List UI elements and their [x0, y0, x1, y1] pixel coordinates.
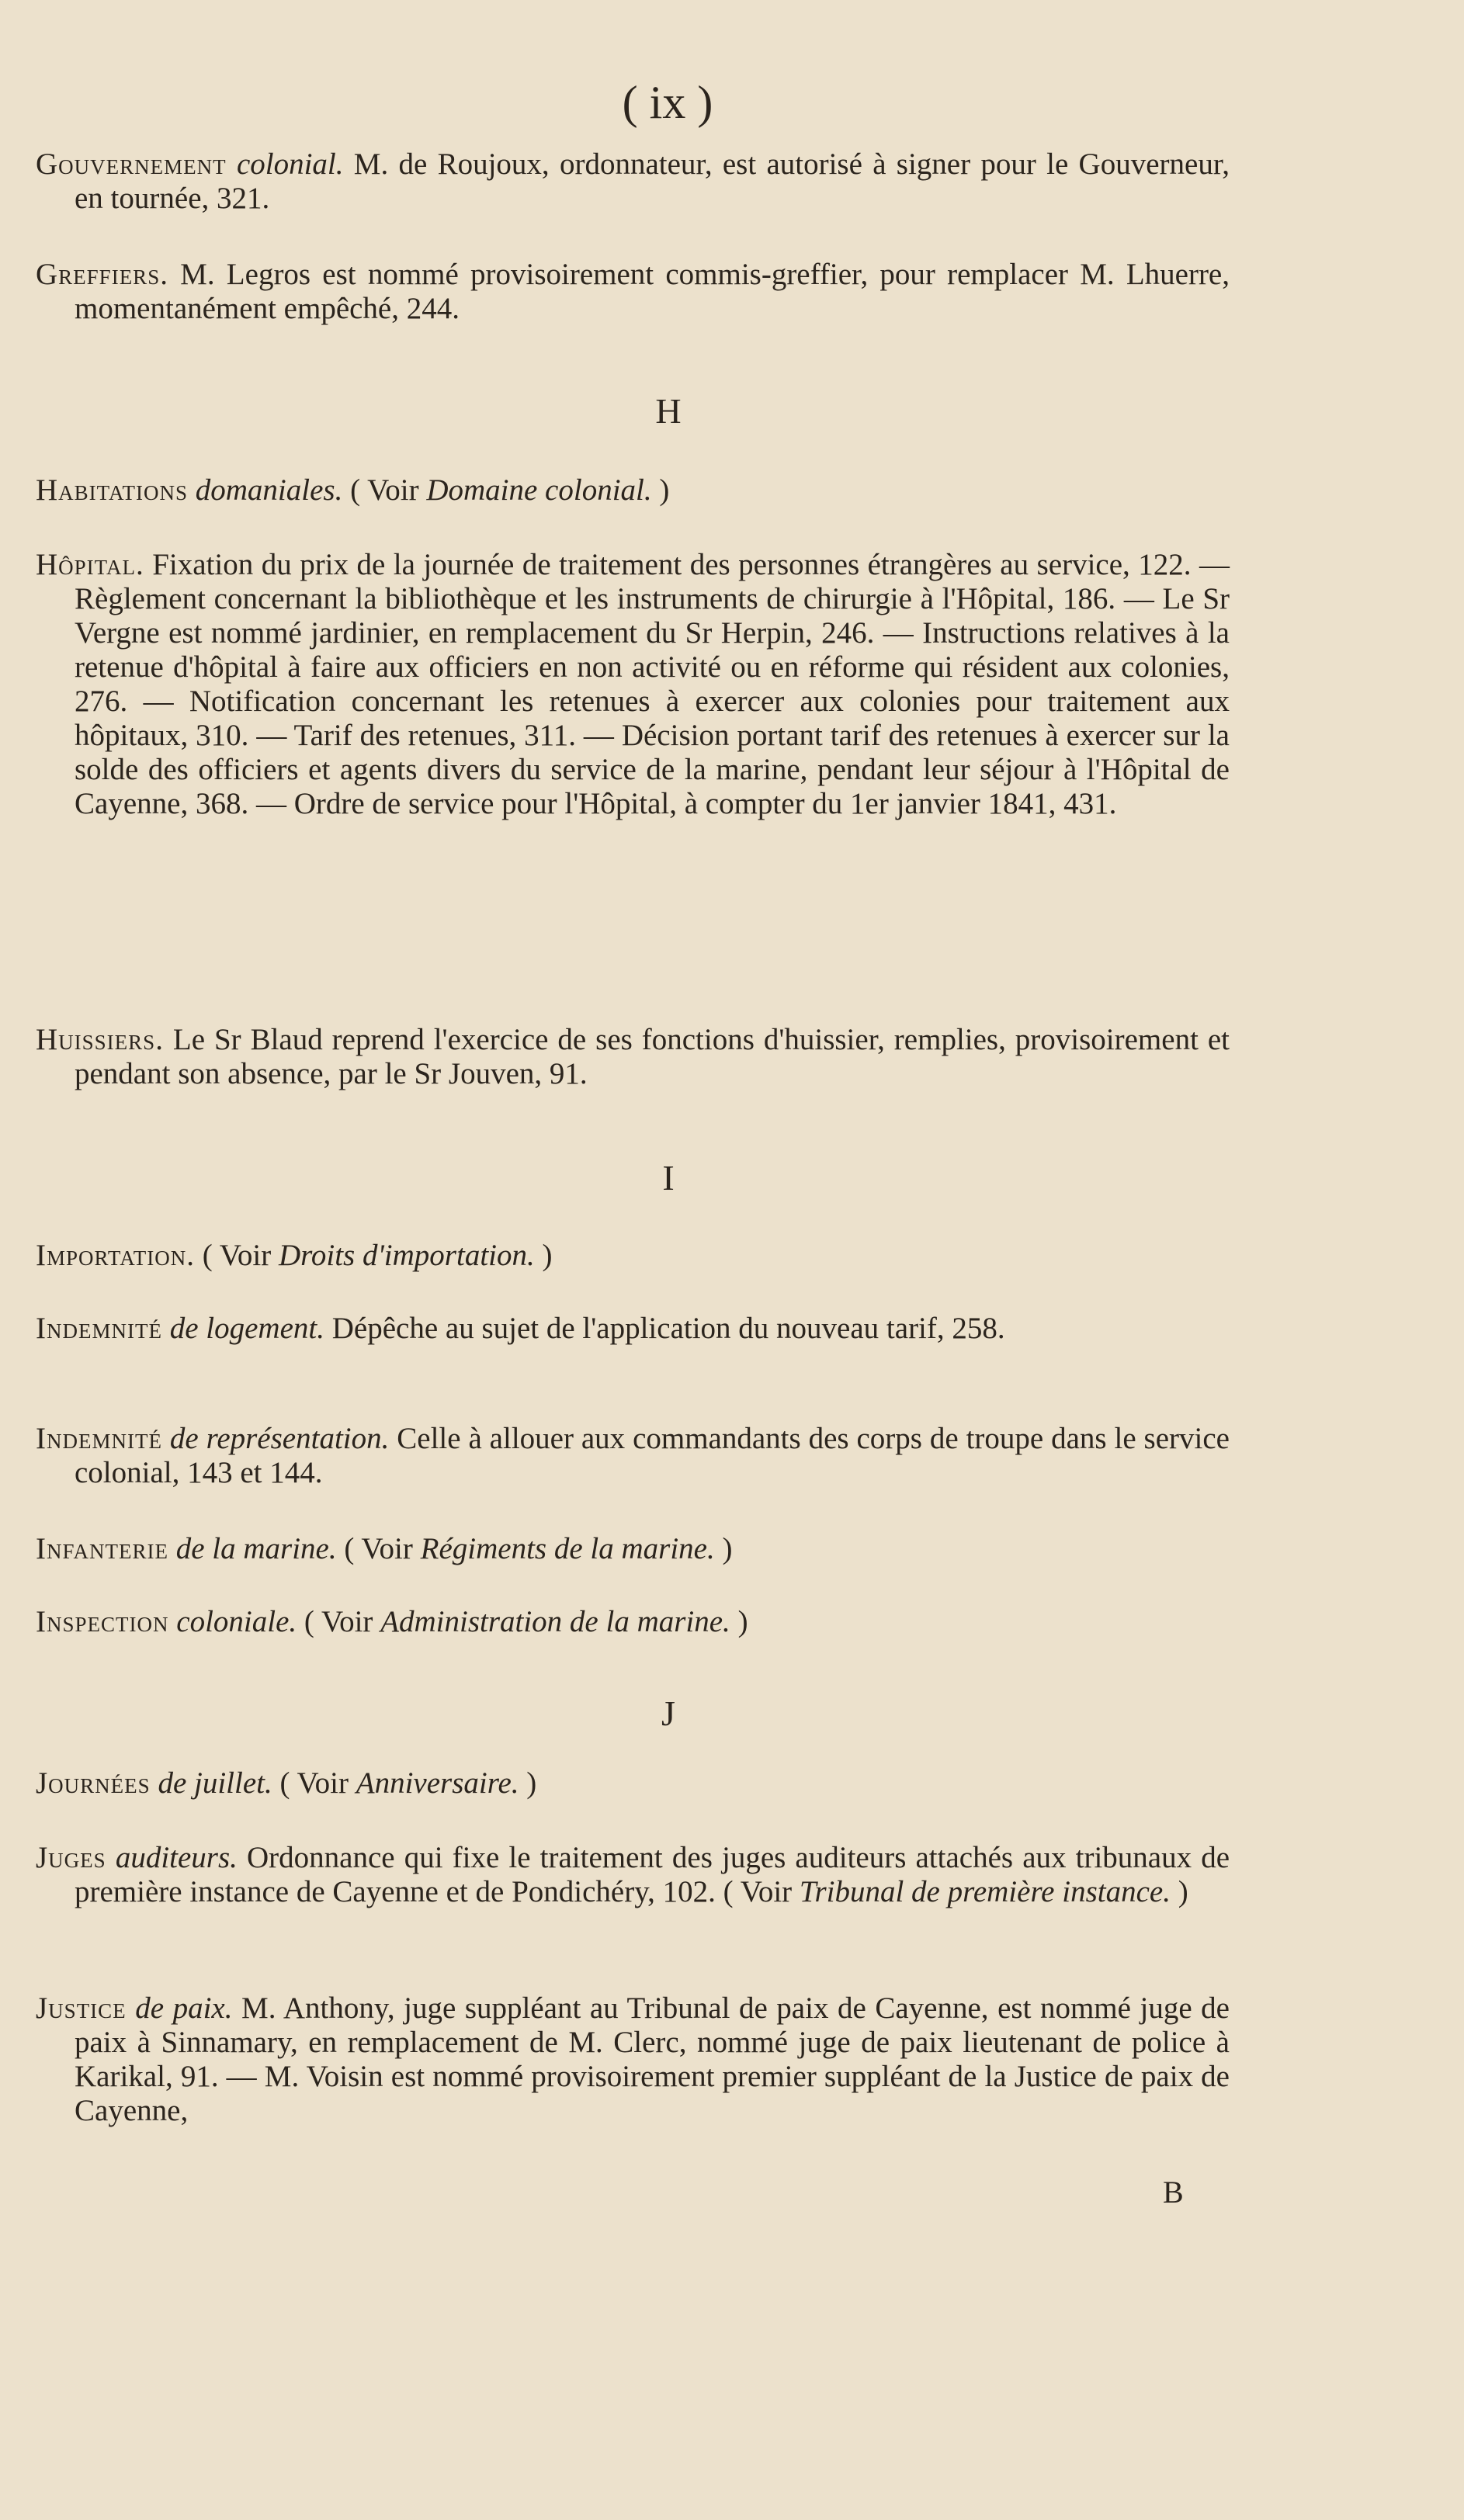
entry-head: Gouvernement [36, 147, 227, 181]
entry-head: Indemnité [36, 1312, 162, 1345]
entry-head: Importation. [36, 1239, 195, 1272]
entry-justice [36, 1991, 1230, 2128]
cross-reference: Droits d'importation. [278, 1239, 535, 1272]
section-letter-j: J [661, 1693, 675, 1733]
entry-head: Journées [36, 1766, 151, 1800]
entry-tail: ) [519, 1766, 537, 1800]
section-letter-i: I [662, 1158, 675, 1198]
entry-infanterie [36, 1532, 1230, 1566]
entry-huissiers [36, 1023, 1230, 1091]
entry-text: M. Legros est nommé provisoirement commis-greffier, pour remplacer M. Lhuerre, momentanément empêché, 244. [75, 258, 1230, 325]
cross-reference: Anniversaire. [356, 1766, 519, 1800]
entry-gouvernement [36, 147, 1230, 216]
cross-reference: Domaine colonial. [426, 473, 652, 507]
entry-importation [36, 1239, 1230, 1273]
entry-qualifier: de logement. [169, 1312, 324, 1345]
entry-journees [36, 1766, 1230, 1801]
entry-qualifier: coloniale. [176, 1605, 297, 1638]
entry-text: ( Voir [194, 1239, 279, 1272]
entry-tail: ) [730, 1605, 748, 1638]
entry-qualifier: colonial. [236, 147, 344, 181]
section-letter-h: H [655, 391, 682, 431]
entry-juges [36, 1841, 1230, 1909]
entry-text: Celle à allouer aux commandants des corps de troupe dans le service colonial, 143 et 144. [75, 1422, 1230, 1489]
entry-head: Infanterie [36, 1532, 168, 1565]
entry-qualifier: domaniales. [195, 473, 343, 507]
cross-reference: Régiments de la marine. [420, 1532, 715, 1565]
entry-head: Indemnité [36, 1422, 162, 1455]
entry-head: Juges [36, 1841, 106, 1874]
cross-reference: Administration de la marine. [380, 1605, 730, 1638]
entry-head: Inspection [36, 1605, 169, 1638]
entry-indemnite-representation [36, 1422, 1230, 1490]
entry-head: Greffiers. [36, 258, 168, 291]
entry-qualifier: de représentation. [169, 1422, 390, 1455]
entry-tail: ) [534, 1239, 553, 1272]
entry-head: Huissiers. [36, 1023, 164, 1056]
page-number: ( ix ) [622, 77, 713, 128]
entry-qualifier: de la marine. [175, 1532, 337, 1565]
cross-reference: Tribunal de première instance. [799, 1875, 1171, 1908]
entry-indemnite-logement [36, 1312, 1230, 1346]
entry-greffiers [36, 258, 1230, 326]
entry-text: Ordonnance qui fixe le traitement des juges auditeurs attachés aux tribunaux de première instance de Cayenne et de Pondichéry, 102. ( Voir [75, 1841, 1230, 1908]
signature-mark: B [1163, 2175, 1184, 2210]
entry-text: ( Voir [297, 1605, 381, 1638]
entry-inspection [36, 1605, 1230, 1639]
entry-tail: ) [714, 1532, 733, 1565]
entry-qualifier: auditeurs. [115, 1841, 238, 1874]
entry-text: Le Sr Blaud reprend l'exercice de ses fonctions d'huissier, remplies, provisoirement et pendant son absence, par le Sr Jouven, 91. [75, 1023, 1230, 1090]
entry-text: ( Voir [342, 473, 427, 507]
entry-hopital [36, 548, 1230, 821]
entry-qualifier: de juillet. [158, 1766, 272, 1800]
entry-text: ( Voir [272, 1766, 356, 1800]
entry-text: Dépêche au sujet de l'application du nouveau tarif, 258. [324, 1312, 1005, 1345]
entry-head: Habitations [36, 473, 188, 507]
entry-head: Hôpital. [36, 548, 144, 581]
entry-text: ( Voir [336, 1532, 421, 1565]
entry-qualifier: de paix. [135, 1991, 233, 2025]
entry-habitations [36, 473, 1230, 508]
entry-head: Justice [36, 1991, 127, 2025]
entry-text: M. Anthony, juge suppléant au Tribunal de paix de Cayenne, est nommé juge de paix à Sinnamary, en remplacement de M. Clerc, nommé juge de paix lieutenant de police à Karikal, 91. — M. Voisin est nommé provisoirement premier suppléant de la Justice de paix de Cayenne, [75, 1991, 1230, 2127]
entry-tail: ) [1170, 1875, 1188, 1908]
entry-text: M. de Roujoux, ordonnateur, est autorisé à signer pour le Gouverneur, en tournée, 321. [75, 147, 1230, 215]
entry-tail: ) [651, 473, 670, 507]
entry-text: Fixation du prix de la journée de traitement des personnes étrangères au service, 122. — Règlement concernant la bibliothèque et les instruments de chirurgie à l'Hôpital, 186. — Le Sr Vergne est nommé jardinier, en remplacement du Sr Herpin, 246. — Instructions relatives à la retenue d'hôpital à faire aux officiers en non activité ou en réforme qui résident aux colonies, 276. — Notification concernant les retenues à exercer aux colonies pour traitement aux hôpitaux, 310. — Tarif des retenues, 311. — Décision portant tarif des retenues à exercer sur la solde des officiers et agents divers du service de la marine, pendant leur séjour à l'Hôpital de Cayenne, 368. — Ordre de service pour l'Hôpital, à compter du 1er janvier 1841, 431. [75, 548, 1230, 820]
